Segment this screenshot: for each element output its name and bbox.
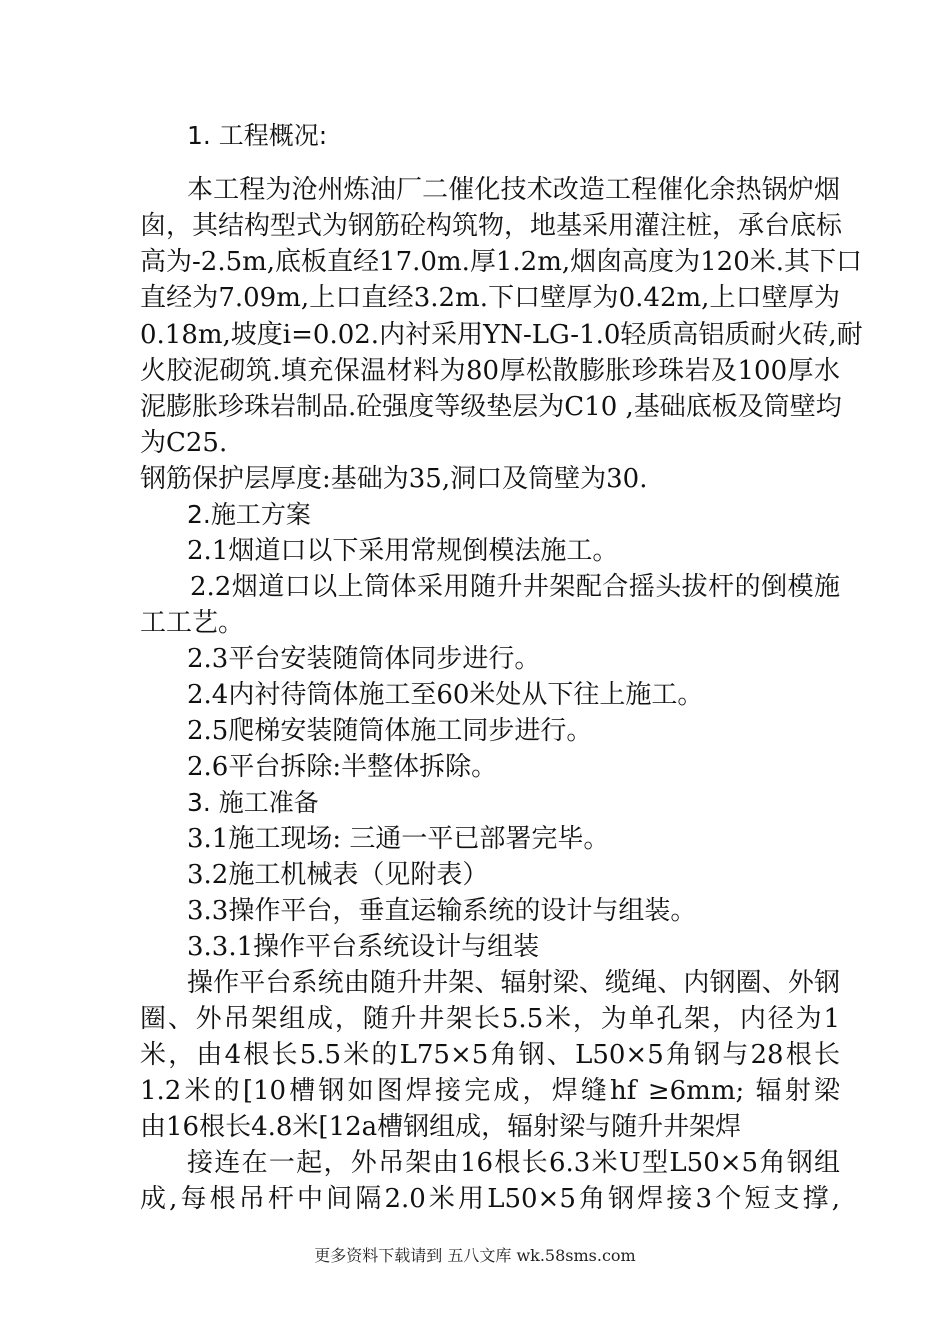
section-2-heading: 2.施工方案 [187,500,311,529]
section-3-heading: 3. 施工准备 [187,788,319,817]
list-item: 2.2烟道口以上筒体采用随升井架配合摇头拔杆的倒模施 [190,572,840,602]
list-item: 3.2施工机械表（见附表） [187,860,489,890]
list-item: 2.4内衬待筒体施工至60米处从下往上施工。 [187,680,704,710]
section-1-heading: 1. 工程概况: [187,121,328,150]
paragraph-line: 泥膨胀珍珠岩制品.砼强度等级垫层为C10 ,基础底板及筒壁均 [140,392,842,422]
list-item: 3.3.1操作平台系统设计与组装 [187,932,540,962]
paragraph-line: 0.18m,坡度i=0.02.内衬采用YN-LG-1.0轻质高铝质耐火砖,耐 [140,320,863,350]
paragraph-line: 圈、外吊架组成，随升井架长5.5米，为单孔架，内径为1 [140,1004,840,1034]
paragraph-line: 1.2米的[10槽钢如图焊接完成，焊缝hf ≥6mm; 辐射梁 [140,1076,840,1106]
list-item: 3.3操作平台，垂直运输系统的设计与组装。 [187,896,697,926]
paragraph-line: 火胶泥砌筑.填充保温材料为80厚松散膨胀珍珠岩及100厚水 [140,356,840,386]
paragraph-line: 本工程为沧州炼油厂二催化技术改造工程催化余热锅炉烟 [187,175,840,205]
paragraph-line: 由16根长4.8米[12a槽钢组成，辐射梁与随升井架焊 [140,1112,742,1142]
list-item: 2.1烟道口以下采用常规倒模法施工。 [187,536,619,566]
paragraph-line: 成,每根吊杆中间隔2.0米用L50×5角钢焊接3个短支撑, [140,1184,840,1214]
paragraph-line: 钢筋保护层厚度:基础为35,洞口及筒壁为30. [140,464,648,494]
paragraph-line: 操作平台系统由随升井架、辐射梁、缆绳、内钢圈、外钢 [187,968,840,998]
list-item: 工工艺。 [140,608,245,638]
list-item: 2.3平台安装随筒体同步进行。 [187,644,541,674]
list-item: 2.5爬梯安装随筒体施工同步进行。 [187,716,593,746]
paragraph-line: 囱，其结构型式为钢筋砼构筑物，地基采用灌注桩，承台底标 [140,211,843,241]
list-item: 2.6平台拆除:半整体拆除。 [187,752,498,782]
paragraph-line: 为C25. [140,428,228,458]
paragraph-line: 直经为7.09m,上口直经3.2m.下口壁厚为0.42m,上口壁厚为 [140,283,840,313]
list-item: 3.1施工现场: 三通一平已部署完毕。 [187,824,610,854]
paragraph-line: 高为-2.5m,底板直经17.0m.厚1.2m,烟囱高度为120米.其下口 [140,247,863,277]
paragraph-line: 米，由4根长5.5米的L75×5角钢、L50×5角钢与28根长 [140,1040,840,1070]
page-footer: 更多资料下载请到 五八文库 wk.58sms.com [314,1246,636,1265]
paragraph-line: 接连在一起，外吊架由16根长6.3米U型L50×5角钢组 [187,1148,840,1178]
